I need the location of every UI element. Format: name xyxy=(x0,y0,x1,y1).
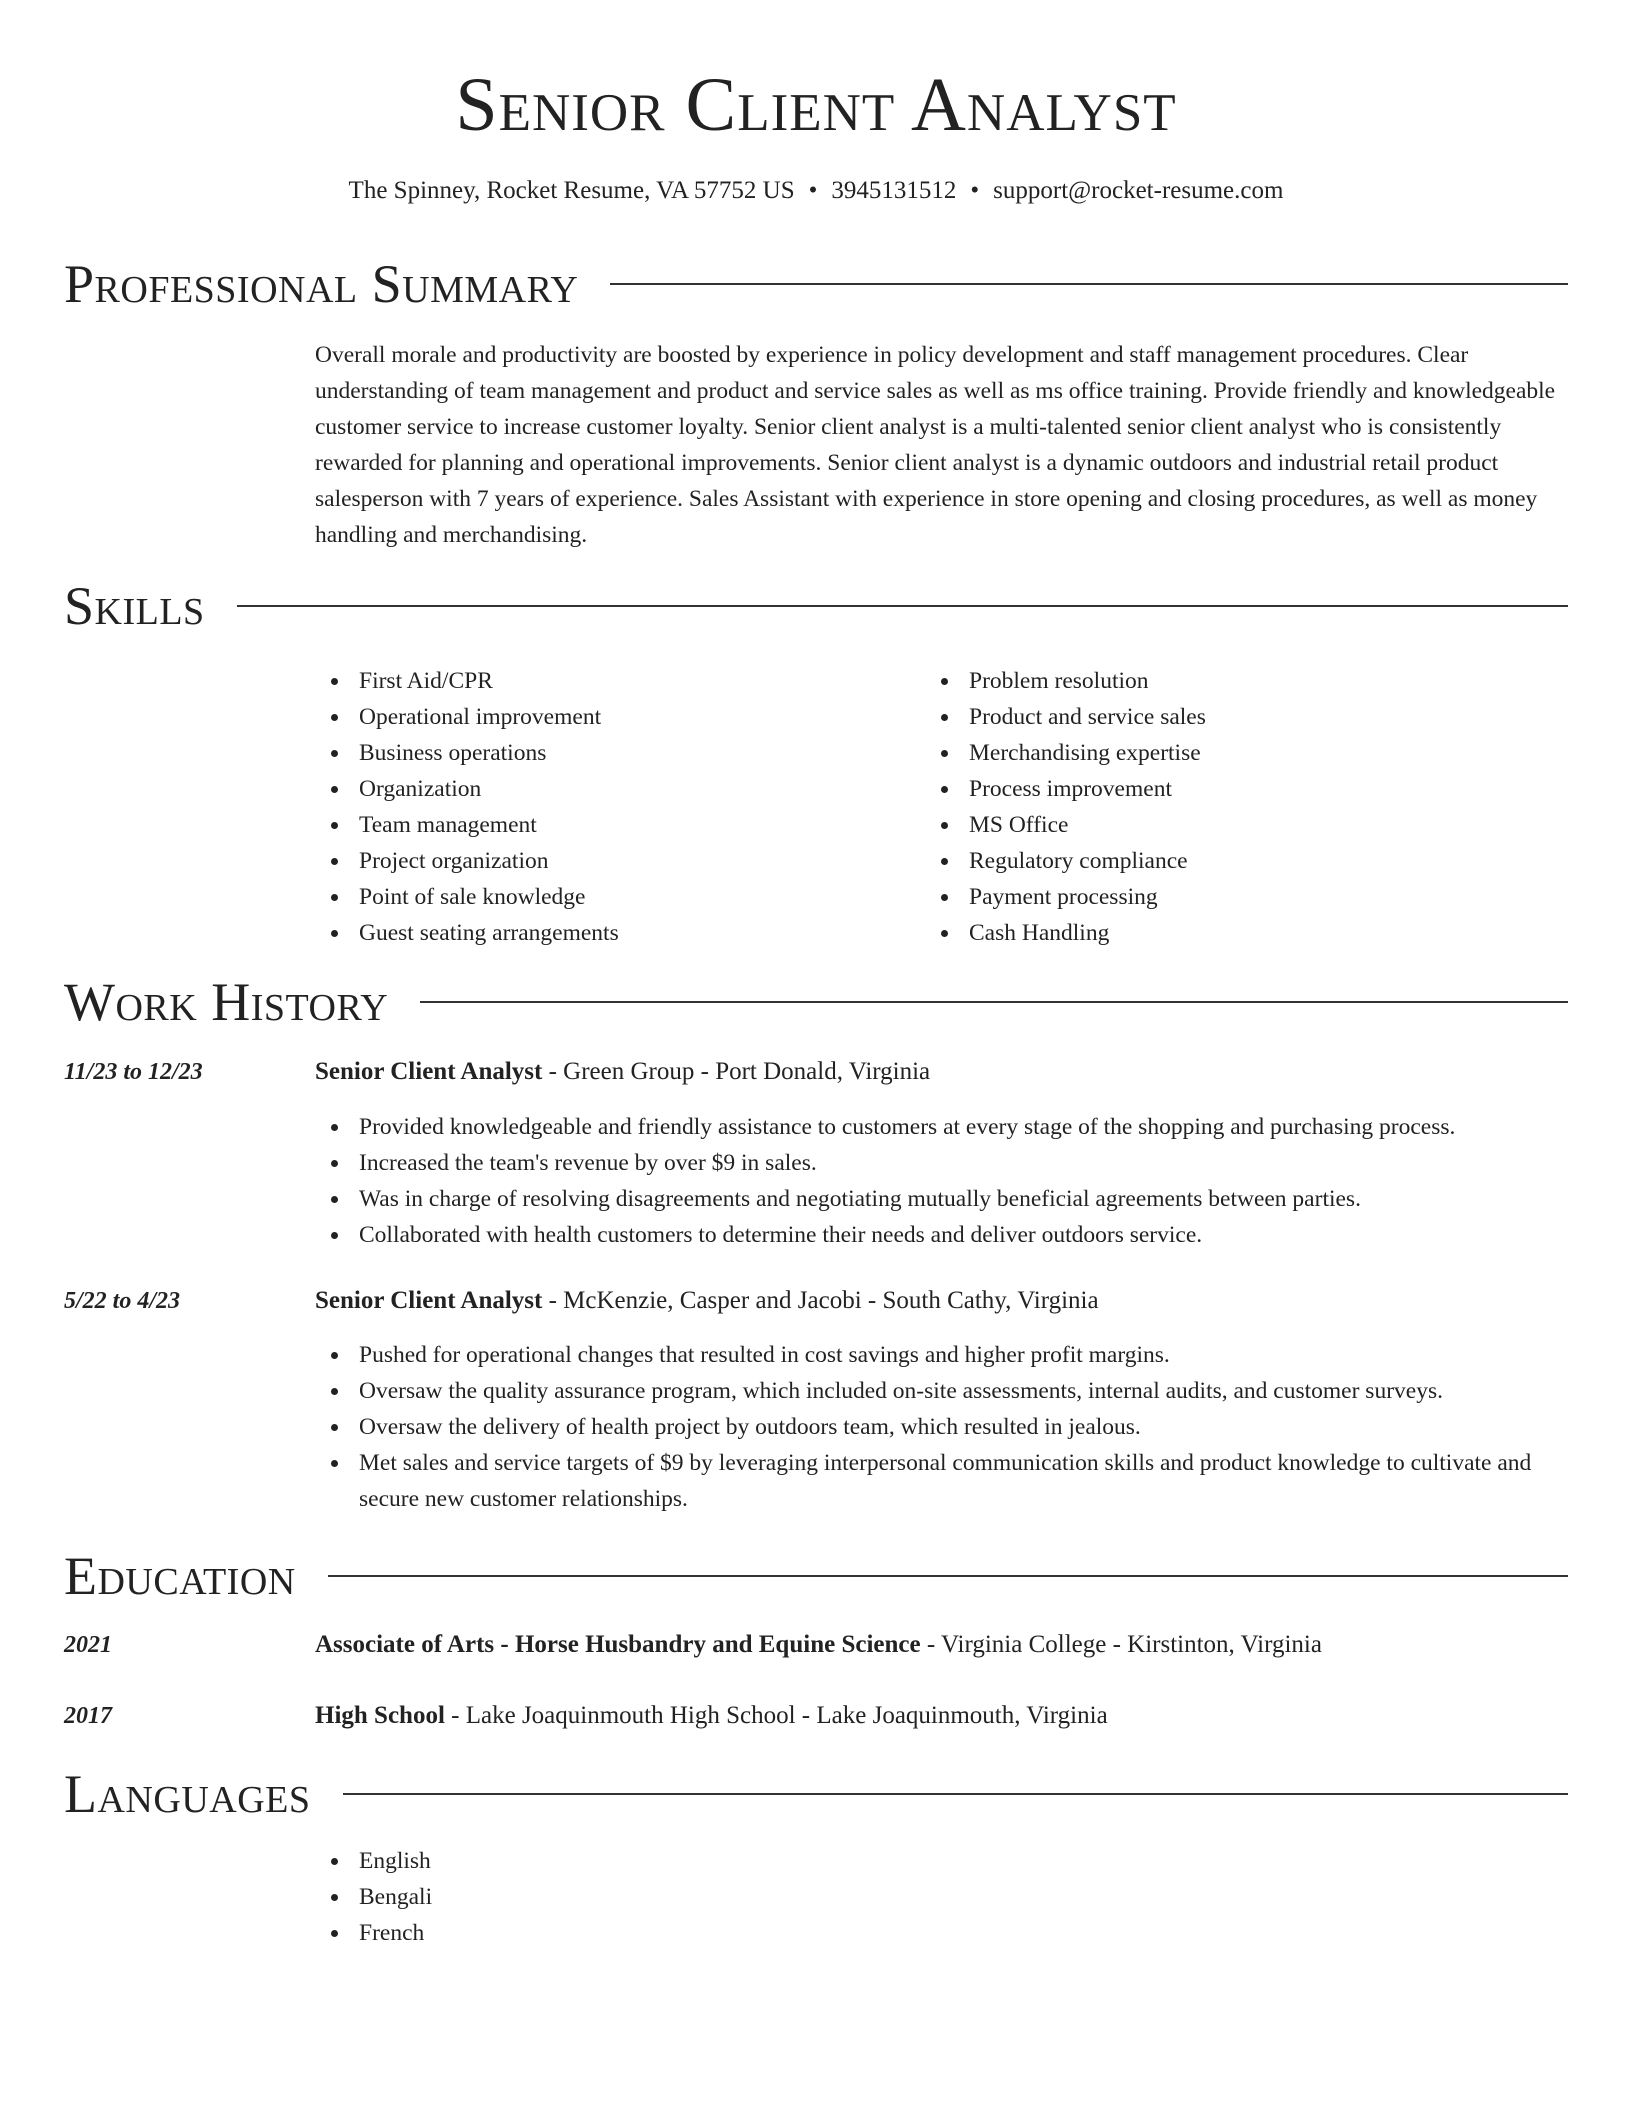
section-divider xyxy=(328,1575,1568,1577)
contact-separator: • xyxy=(970,177,980,204)
contact-address: The Spinney, Rocket Resume, VA 57752 US xyxy=(348,177,795,204)
section-divider xyxy=(610,283,1568,285)
section-divider xyxy=(237,605,1568,607)
job-dates: 11/23 to 12/23 xyxy=(64,1059,203,1085)
education-section-header xyxy=(64,1546,1568,1606)
skill-item: Business operations xyxy=(315,735,915,771)
skill-item: Project organization xyxy=(315,843,915,879)
resume-name: Senior Client Analyst xyxy=(455,63,1177,147)
job-bullet: Oversaw the delivery of health project by outdoors team, which resulted in jealous. xyxy=(315,1409,1568,1445)
skill-item: Payment processing xyxy=(925,879,1525,915)
job-bullets xyxy=(315,1109,1568,1253)
job-details: - McKenzie, Casper and Jacobi - South Cathy, Virginia xyxy=(542,1287,1099,1314)
summary-text: Overall morale and productivity are boosted by experience in policy development and staff management procedures. Clear understanding of team management and product and service sales as well as ms office training. Provide friendly and knowledgeable customer service to increase customer loyalty. Senior client analyst is a multi-talented senior client analyst who is consistently rewarded for planning and operational improvements. Senior client analyst is a dynamic outdoors and industrial retail product salesperson with 7 years of experience. Sales Assistant with experience in store opening and closing procedures, as well as money handling and merchandising. xyxy=(315,342,1556,548)
job-bullets xyxy=(315,1337,1568,1517)
education-entry xyxy=(315,1699,1568,1733)
contact-separator: • xyxy=(808,177,818,204)
skill-item: Organization xyxy=(315,771,915,807)
skill-item: Problem resolution xyxy=(925,663,1525,699)
education-details: - Lake Joaquinmouth High School - Lake Joaquinmouth, Virginia xyxy=(444,1702,1108,1729)
skills-section-header xyxy=(64,576,1568,636)
skill-item: Merchandising expertise xyxy=(925,735,1525,771)
skill-item: Product and service sales xyxy=(925,699,1525,735)
skill-item: Process improvement xyxy=(925,771,1525,807)
education-year: 2017 xyxy=(64,1703,112,1729)
skill-item: MS Office xyxy=(925,807,1525,843)
skills-heading: Skills xyxy=(64,576,205,636)
education-degree: Associate of Arts - Horse Husbandry and Equine Science xyxy=(315,1631,921,1658)
job-title-line xyxy=(315,1055,1568,1089)
skill-item: First Aid/CPR xyxy=(315,663,915,699)
job-bullet: Provided knowledgeable and friendly assistance to customers at every stage of the shopping and purchasing process. xyxy=(315,1109,1568,1145)
section-divider xyxy=(420,1001,1568,1003)
education-year: 2021 xyxy=(64,1632,112,1658)
work-section-header xyxy=(64,972,1568,1032)
skill-item: Guest seating arrangements xyxy=(315,915,915,951)
job-bullet: Met sales and service targets of $9 by leveraging interpersonal communication skills and product knowledge to cultivate and secure new customer relationships. xyxy=(315,1445,1568,1517)
languages-list xyxy=(315,1843,915,1951)
skill-item: Cash Handling xyxy=(925,915,1525,951)
education-details: - Virginia College - Kirstinton, Virginia xyxy=(920,1631,1322,1658)
job-bullet: Collaborated with health customers to determine their needs and deliver outdoors service. xyxy=(315,1217,1568,1253)
skill-item: Point of sale knowledge xyxy=(315,879,915,915)
job-bullet: Increased the team's revenue by over $9 in sales. xyxy=(315,1145,1568,1181)
language-item: French xyxy=(315,1915,915,1951)
education-heading: Education xyxy=(64,1546,296,1606)
skills-list-right xyxy=(925,663,1525,951)
job-title: Senior Client Analyst xyxy=(315,1058,543,1085)
job-bullet: Oversaw the quality assurance program, which included on-site assessments, internal audits, and customer surveys. xyxy=(315,1373,1568,1409)
section-divider xyxy=(343,1793,1569,1795)
contact-phone: 3945131512 xyxy=(831,177,957,204)
education-degree: High School xyxy=(315,1702,445,1729)
job-details: - Green Group - Port Donald, Virginia xyxy=(542,1058,931,1085)
languages-section-header xyxy=(64,1764,1568,1824)
summary-section-header xyxy=(64,254,1568,314)
education-entry xyxy=(315,1628,1568,1662)
job-bullet: Pushed for operational changes that resulted in cost savings and higher profit margins. xyxy=(315,1337,1568,1373)
work-heading: Work History xyxy=(64,972,389,1032)
summary-heading: Professional Summary xyxy=(64,254,579,314)
contact-line xyxy=(64,174,1568,208)
job-bullet: Was in charge of resolving disagreements and negotiating mutually beneficial agreements between parties. xyxy=(315,1181,1568,1217)
languages-heading: Languages xyxy=(64,1764,311,1824)
skill-item: Team management xyxy=(315,807,915,843)
skill-item: Regulatory compliance xyxy=(925,843,1525,879)
job-title-line xyxy=(315,1284,1568,1318)
skill-item: Operational improvement xyxy=(315,699,915,735)
job-title: Senior Client Analyst xyxy=(315,1287,543,1314)
job-dates: 5/22 to 4/23 xyxy=(64,1288,181,1314)
language-item: English xyxy=(315,1843,915,1879)
language-item: Bengali xyxy=(315,1879,915,1915)
skills-list-left xyxy=(315,663,915,951)
contact-email: support@rocket-resume.com xyxy=(993,177,1284,204)
